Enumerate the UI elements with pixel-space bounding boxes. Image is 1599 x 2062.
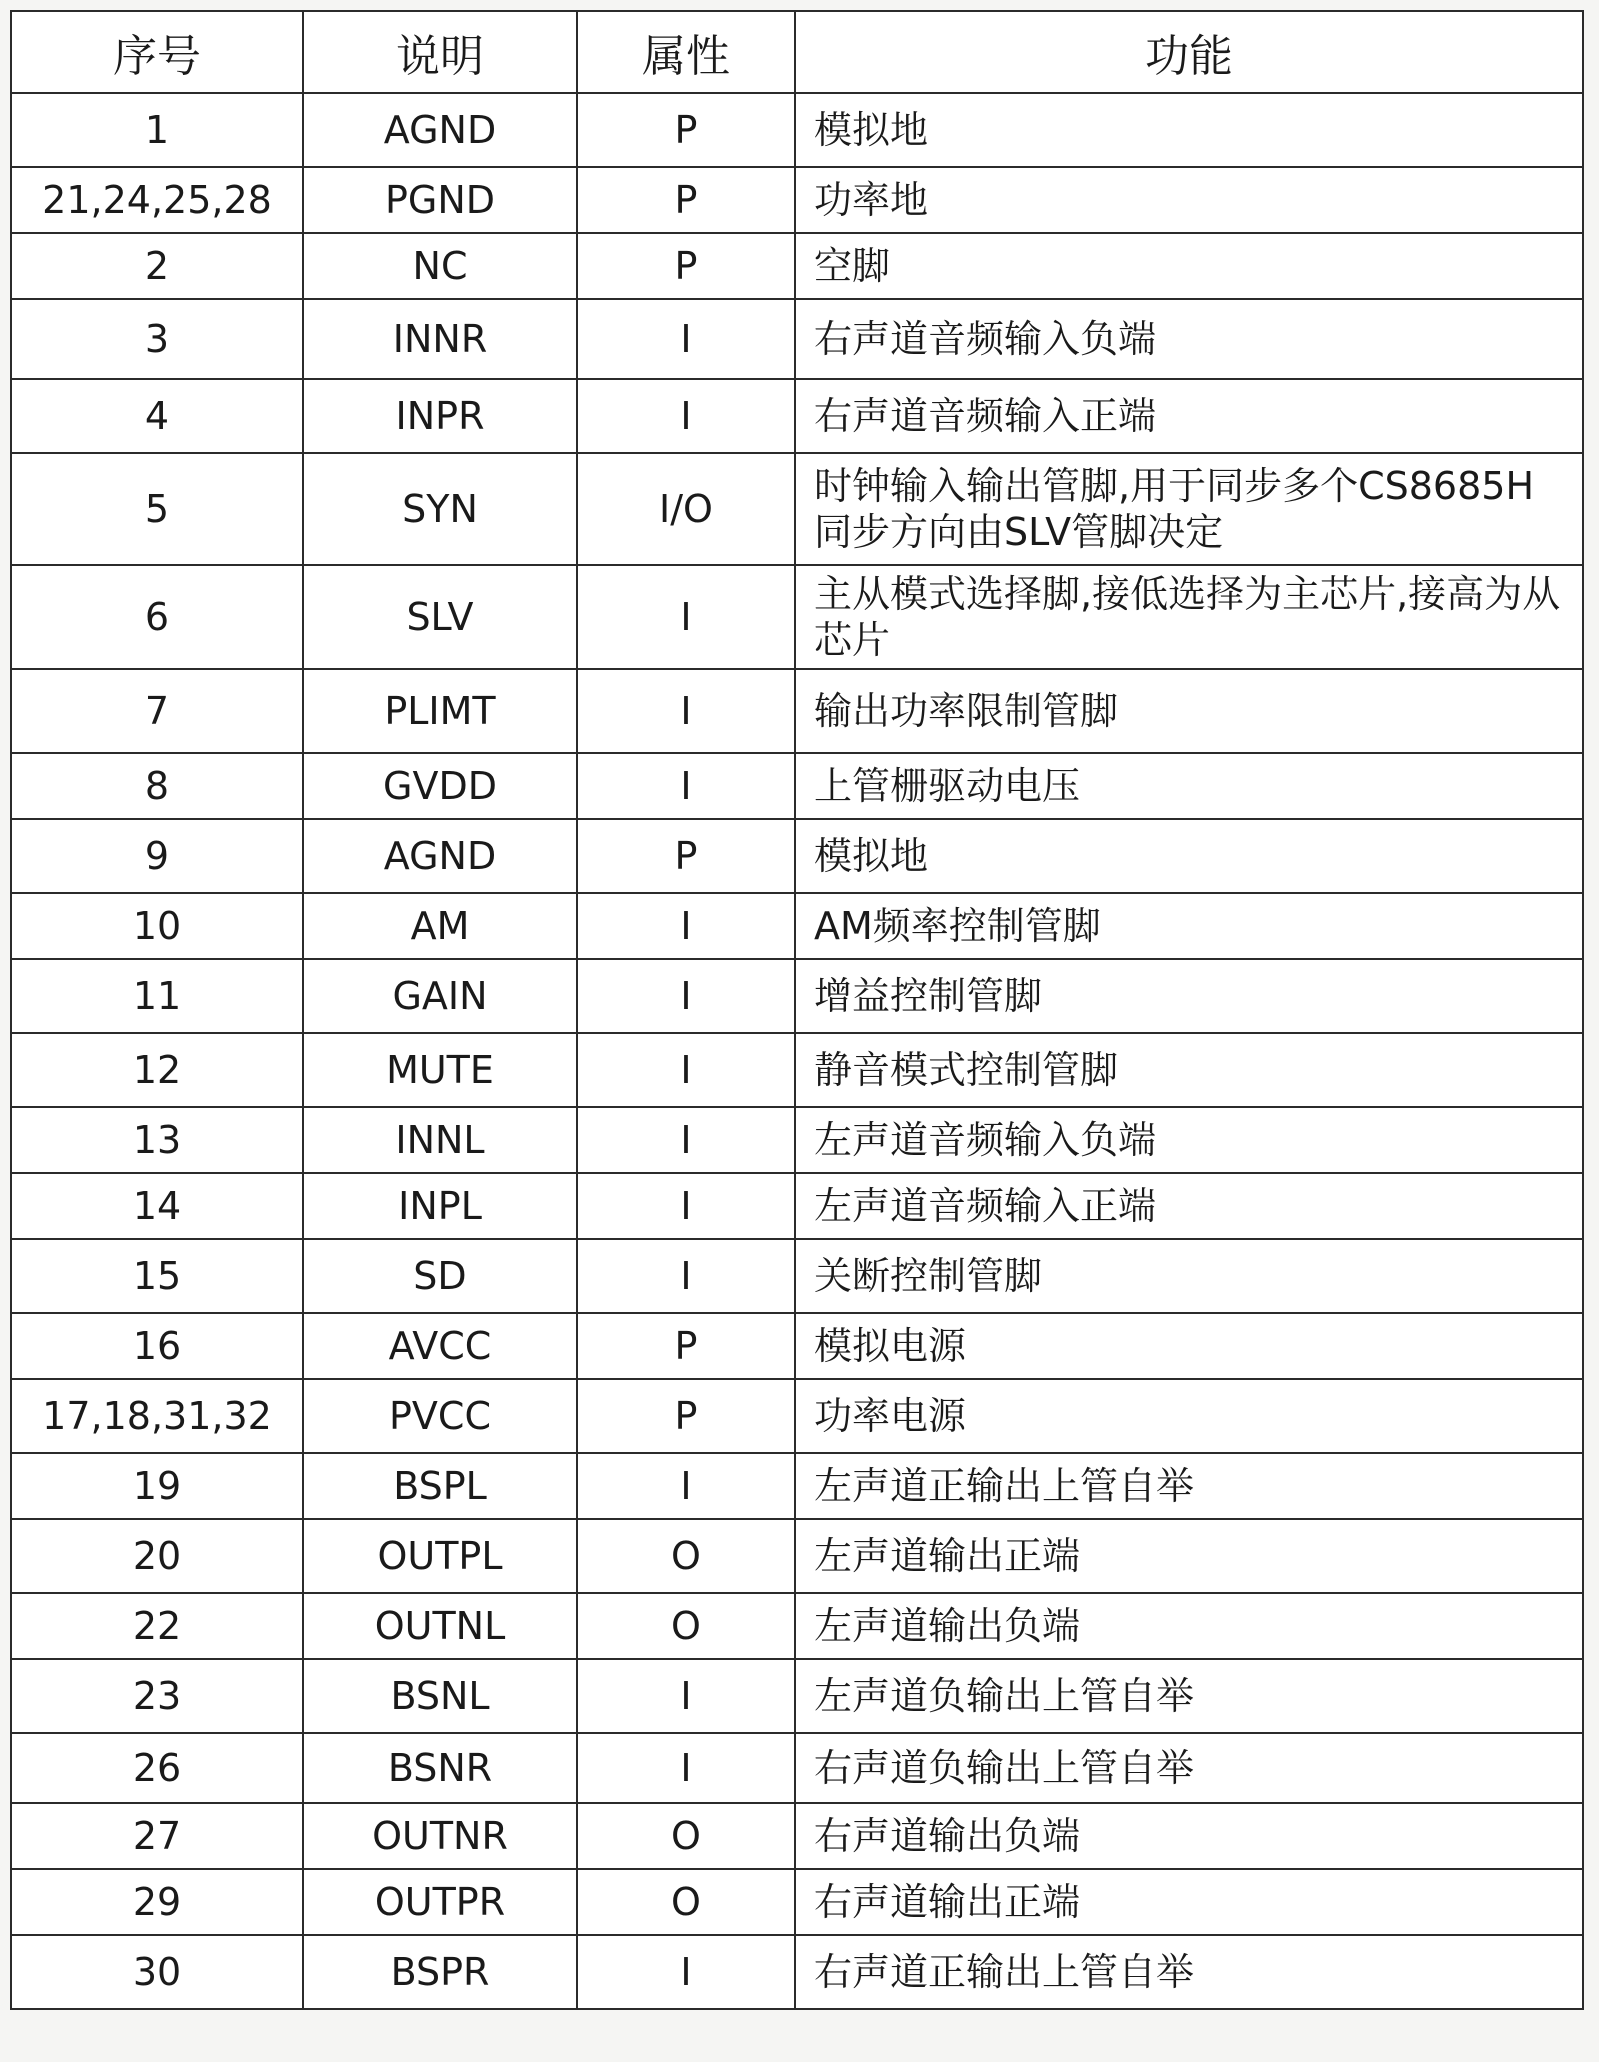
pin-name-cell: OUTNR (303, 1803, 577, 1869)
table-row (11, 167, 1583, 233)
pin-function-cell: 主从模式选择脚,接低选择为主芯片,接高为从芯片 (795, 565, 1583, 669)
pin-attribute-cell: I (577, 1935, 795, 2009)
table-row (11, 1173, 1583, 1239)
pin-attribute-cell: I (577, 379, 795, 453)
pin-attribute-cell: P (577, 1313, 795, 1379)
pin-attribute-cell: I (577, 1733, 795, 1803)
pin-function-cell: 时钟输入输出管脚,用于同步多个CS8685H同步方向由SLV管脚决定 (795, 453, 1583, 565)
pin-attribute-cell: O (577, 1593, 795, 1659)
table-row (11, 299, 1583, 379)
table-row (11, 93, 1583, 167)
pin-name-cell: PLIMT (303, 669, 577, 753)
pin-attribute-cell: P (577, 93, 795, 167)
pin-number-cell: 26 (11, 1733, 303, 1803)
pin-name-cell: BSNR (303, 1733, 577, 1803)
pin-number-cell: 1 (11, 93, 303, 167)
pin-number-cell: 20 (11, 1519, 303, 1593)
header-row (11, 11, 1583, 93)
pin-function-cell: 左声道音频输入负端 (795, 1107, 1583, 1173)
pin-attribute-cell: I (577, 565, 795, 669)
pin-name-cell: AM (303, 893, 577, 959)
table-row (11, 1519, 1583, 1593)
pin-name-cell: BSPL (303, 1453, 577, 1519)
pin-number-cell: 21,24,25,28 (11, 167, 303, 233)
pin-name-cell: NC (303, 233, 577, 299)
pin-number-cell: 13 (11, 1107, 303, 1173)
pin-function-cell: 静音模式控制管脚 (795, 1033, 1583, 1107)
pin-name-cell: GVDD (303, 753, 577, 819)
pin-attribute-cell: I (577, 1453, 795, 1519)
header-description: 说明 (303, 11, 577, 93)
pin-number-cell: 19 (11, 1453, 303, 1519)
table-row (11, 1313, 1583, 1379)
pin-name-cell: INPR (303, 379, 577, 453)
table-row (11, 1593, 1583, 1659)
pin-attribute-cell: O (577, 1869, 795, 1935)
pin-name-cell: OUTNL (303, 1593, 577, 1659)
pin-number-cell: 22 (11, 1593, 303, 1659)
pin-function-cell: 右声道输出负端 (795, 1803, 1583, 1869)
table-row (11, 893, 1583, 959)
pin-function-cell: 右声道音频输入负端 (795, 299, 1583, 379)
pin-attribute-cell: I (577, 1173, 795, 1239)
pin-name-cell: SLV (303, 565, 577, 669)
pin-number-cell: 23 (11, 1659, 303, 1733)
pin-function-cell: AM频率控制管脚 (795, 893, 1583, 959)
pin-function-cell: 模拟地 (795, 819, 1583, 893)
pin-attribute-cell: I (577, 1033, 795, 1107)
pin-name-cell: PVCC (303, 1379, 577, 1453)
header-number: 序号 (11, 11, 303, 93)
pin-function-cell: 右声道音频输入正端 (795, 379, 1583, 453)
pin-number-cell: 27 (11, 1803, 303, 1869)
pin-function-cell: 右声道输出正端 (795, 1869, 1583, 1935)
header-attribute: 属性 (577, 11, 795, 93)
pin-name-cell: AGND (303, 93, 577, 167)
pin-function-cell: 关断控制管脚 (795, 1239, 1583, 1313)
pin-function-cell: 左声道输出负端 (795, 1593, 1583, 1659)
pin-name-cell: OUTPR (303, 1869, 577, 1935)
table-row (11, 1453, 1583, 1519)
table-row (11, 379, 1583, 453)
pin-function-cell: 空脚 (795, 233, 1583, 299)
table-row (11, 1935, 1583, 2009)
pin-number-cell: 15 (11, 1239, 303, 1313)
pin-name-cell: BSNL (303, 1659, 577, 1733)
pin-attribute-cell: O (577, 1803, 795, 1869)
pin-name-cell: AVCC (303, 1313, 577, 1379)
table-row (11, 753, 1583, 819)
pin-function-cell: 右声道负输出上管自举 (795, 1733, 1583, 1803)
pin-attribute-cell: P (577, 167, 795, 233)
pin-number-cell: 9 (11, 819, 303, 893)
pin-function-cell: 左声道音频输入正端 (795, 1173, 1583, 1239)
table-row (11, 1733, 1583, 1803)
pin-function-cell: 功率地 (795, 167, 1583, 233)
pin-attribute-cell: O (577, 1519, 795, 1593)
table-row (11, 1659, 1583, 1733)
pin-name-cell: SYN (303, 453, 577, 565)
pin-attribute-cell: I (577, 893, 795, 959)
pin-number-cell: 3 (11, 299, 303, 379)
pin-name-cell: OUTPL (303, 1519, 577, 1593)
pin-number-cell: 17,18,31,32 (11, 1379, 303, 1453)
pin-attribute-cell: I (577, 1659, 795, 1733)
table-row (11, 1869, 1583, 1935)
pin-attribute-cell: I (577, 669, 795, 753)
pin-attribute-cell: P (577, 1379, 795, 1453)
pin-name-cell: SD (303, 1239, 577, 1313)
pin-attribute-cell: I/O (577, 453, 795, 565)
pin-number-cell: 6 (11, 565, 303, 669)
pin-attribute-cell: P (577, 233, 795, 299)
table-body (11, 93, 1583, 2009)
pin-function-cell: 模拟地 (795, 93, 1583, 167)
pin-attribute-cell: I (577, 959, 795, 1033)
pin-name-cell: AGND (303, 819, 577, 893)
pin-attribute-cell: P (577, 819, 795, 893)
pin-function-cell: 输出功率限制管脚 (795, 669, 1583, 753)
pin-attribute-cell: I (577, 1107, 795, 1173)
pin-function-cell: 左声道正输出上管自举 (795, 1453, 1583, 1519)
pin-attribute-cell: I (577, 299, 795, 379)
table-row (11, 1107, 1583, 1173)
table-row (11, 959, 1583, 1033)
pin-function-cell: 模拟电源 (795, 1313, 1583, 1379)
pin-number-cell: 4 (11, 379, 303, 453)
pin-attribute-cell: I (577, 753, 795, 819)
pin-number-cell: 8 (11, 753, 303, 819)
table-row (11, 1379, 1583, 1453)
pin-function-cell: 增益控制管脚 (795, 959, 1583, 1033)
table-row (11, 1803, 1583, 1869)
pin-attribute-cell: I (577, 1239, 795, 1313)
pin-number-cell: 29 (11, 1869, 303, 1935)
pin-name-cell: BSPR (303, 1935, 577, 2009)
pin-name-cell: PGND (303, 167, 577, 233)
pin-function-cell: 左声道负输出上管自举 (795, 1659, 1583, 1733)
pin-number-cell: 10 (11, 893, 303, 959)
pin-function-cell: 左声道输出正端 (795, 1519, 1583, 1593)
table-row (11, 453, 1583, 565)
pin-function-cell: 功率电源 (795, 1379, 1583, 1453)
pin-function-cell: 右声道正输出上管自举 (795, 1935, 1583, 2009)
table-row (11, 565, 1583, 669)
table-row (11, 669, 1583, 753)
pin-number-cell: 12 (11, 1033, 303, 1107)
pin-name-cell: INNR (303, 299, 577, 379)
pin-number-cell: 7 (11, 669, 303, 753)
pin-function-cell: 上管栅驱动电压 (795, 753, 1583, 819)
table-row (11, 233, 1583, 299)
table-row (11, 1033, 1583, 1107)
pin-function-table (10, 10, 1584, 2010)
pin-number-cell: 16 (11, 1313, 303, 1379)
pin-number-cell: 14 (11, 1173, 303, 1239)
pin-name-cell: MUTE (303, 1033, 577, 1107)
pin-name-cell: INNL (303, 1107, 577, 1173)
pin-name-cell: GAIN (303, 959, 577, 1033)
table-row (11, 819, 1583, 893)
pin-number-cell: 11 (11, 959, 303, 1033)
pin-number-cell: 5 (11, 453, 303, 565)
header-function: 功能 (795, 11, 1583, 93)
pin-number-cell: 30 (11, 1935, 303, 2009)
table-row (11, 1239, 1583, 1313)
pin-number-cell: 2 (11, 233, 303, 299)
pin-name-cell: INPL (303, 1173, 577, 1239)
